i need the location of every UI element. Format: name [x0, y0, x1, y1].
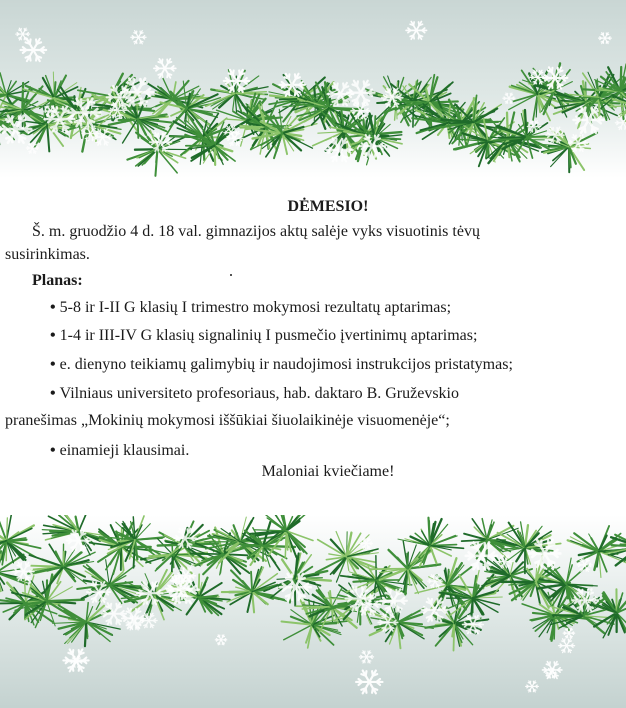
plan-item	[50, 324, 477, 347]
notice-intro: Š. m. gruodžio 4 d. 18 val. gimnazijos aktų salėje vyks visuotinis tėvų susirinkimas.	[5, 223, 480, 263]
bullet-icon: •	[50, 385, 56, 402]
bullet-icon: •	[50, 327, 56, 344]
plan-item	[50, 353, 513, 376]
plan-item-continuation	[5, 409, 450, 432]
plan-item-text: Vilniaus universiteto profesoriaus, hab. daktaro B. Gruževskio	[59, 385, 459, 402]
notice-title: DĖMESIO!	[287, 198, 369, 215]
plan-item-text: einamieji klausimai.	[59, 442, 190, 459]
plan-heading: Planas:	[32, 272, 83, 289]
invitation-text: Maloniai kviečiame!	[261, 463, 395, 480]
plan-item	[50, 382, 459, 405]
stray-dot	[230, 274, 232, 276]
plan-item	[50, 439, 189, 462]
bullet-icon: •	[50, 299, 56, 316]
plan-item-text: e. dienyno teikiamų galimybių ir naudojimosi instrukcijos pristatymas;	[59, 356, 513, 373]
plan-item-text: 1-4 ir III-IV G klasių signalinių I pusmečio įvertinimų aptarimas;	[59, 327, 478, 344]
bullet-icon: •	[50, 356, 56, 373]
plan-item	[50, 296, 451, 319]
plan-item-text: pranešimas „Mokinių mokymosi iššūkiai šiuolaikinėje visuomenėje“;	[5, 412, 450, 429]
bullet-icon: •	[50, 442, 56, 459]
plan-item-text: 5-8 ir I-II G klasių I trimestro mokymosi rezultatų aptarimas;	[59, 299, 452, 316]
